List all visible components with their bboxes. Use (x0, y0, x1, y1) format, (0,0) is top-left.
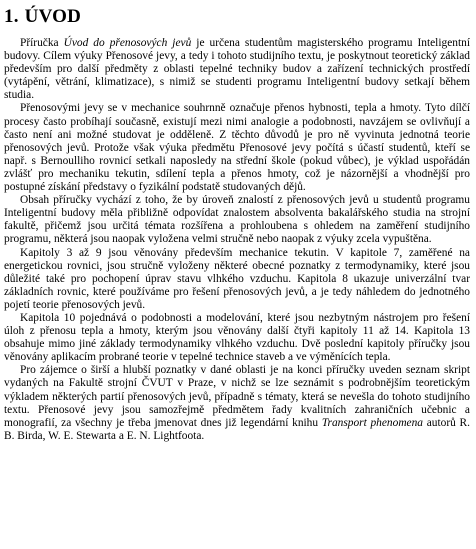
italic-text: Úvod do přenosových jevů (63, 37, 192, 49)
paragraph-text: Příručka (20, 37, 64, 49)
paragraph-text: Přenosovými jevy se v mechanice souhrnně označuje přenos hybnosti, tepla a hmoty. Tyto dílčí procesy často probíhají současně, existují mezi nimi analogie a podobnosti, navzájem se ovlivňují a často není ani možné studovat je odděleně. Z těchto důvodů je pro ně vyvinuta jednotná teorie přenosových jevů. Protože však výuka předmětu Přenosové jevy počítá s účastí studentů, kteří se např. s Bernoulliho rovnicí setkali naposledy na střední škole (pokud vůbec), je výklad uspořádán zvlášť pro mechaniku tekutin, sdílení tepla a přenos hmoty, což je názornější a vhodnější pro postupné získání představy o fyzikální podstatě studovaných dějů. (4, 102, 470, 194)
paragraph (4, 37, 470, 102)
chapter-title: ÚVOD (24, 6, 82, 27)
paragraph-text: Pro zájemce o širší a hlubší poznatky v dané oblasti je na konci příručky uveden seznam skript vydaných na Fakultě strojní ČVUT v Praze, v nichž se lze seznámit s podrobnějším teoretickým výkladem některých partií přenosových jevů, případně s tématy, která se nevešla do tohoto studijního textu. Přenosové jevy jsou samozřejmě předmětem řady kvalitních zahraničních učebnic a monografií, za všechny je třeba jmenovat dnes již legendární knihu (4, 364, 470, 429)
paragraph (4, 194, 470, 246)
paragraph (4, 364, 470, 443)
chapter-heading (4, 6, 470, 28)
paragraph-text: je určena studentům magisterského programu Inteligentní budovy. Cílem výuky Přenosové jevy, a tedy i tohoto studijního textu, je poskytnout teoretický základ především pro další předměty z oblasti tepelné techniky budov a zařízení technických prostředí (vytápění, větrání, klimatizace), s nimiž se studenti programu Inteligentní budovy setkají během studia. (4, 37, 470, 102)
paragraph (4, 102, 470, 194)
paragraph-text: autorů R. B. Birda, W. E. Stewarta a E. N. Lightfoota. (4, 416, 470, 442)
body-text (4, 37, 470, 443)
document-page (4, 6, 470, 443)
paragraph-text: Kapitola 10 pojednává o podobnosti a modelování, které jsou nezbytným nástrojem pro řešení úloh z přenosu tepla a hmoty, kterým jsou věnovány další čtyři kapitoly 11 až 14. Kapitola 13 obsahuje mimo jiné základy termodynamiky vlhkého vzduchu. Dvě poslední kapitoly příručky jsou věnovány aplikacím probrané teorie v tepelné technice staveb a ve výměnících tepla. (4, 311, 470, 364)
chapter-number: 1. (4, 6, 19, 27)
paragraph (4, 312, 470, 364)
italic-text: Transport phenomena (321, 416, 423, 429)
paragraph-text: Kapitoly 3 až 9 jsou věnovány především mechanice tekutin. V kapitole 7, zaměřené na energetickou rovnici, jsou stručně vyloženy některé obecné poznatky z termodynamiky, které jsou důležité také pro pochopení úprav stavu vlhkého vzduchu. Kapitola 8 ukazuje univerzální tvar základních rovnic, které používáme pro řešení přenosových jevů, a je tedy náhledem do jednotného pojetí teorie přenosových jevů. (4, 246, 470, 311)
paragraph-text: Obsah příručky vychází z toho, že by úroveň znalostí z přenosových jevů u studentů programu Inteligentní budovy měla přibližně odpovídat znalostem absolventa bakalářského studia na strojní fakultě, přičemž jsou určitá témata rozšířena a prohloubena s ohledem na zaměření studijního programu, některá jsou naopak vyložena velmi stručně nebo naopak z výuky zcela vypuštěna. (4, 194, 470, 246)
paragraph (4, 247, 470, 312)
